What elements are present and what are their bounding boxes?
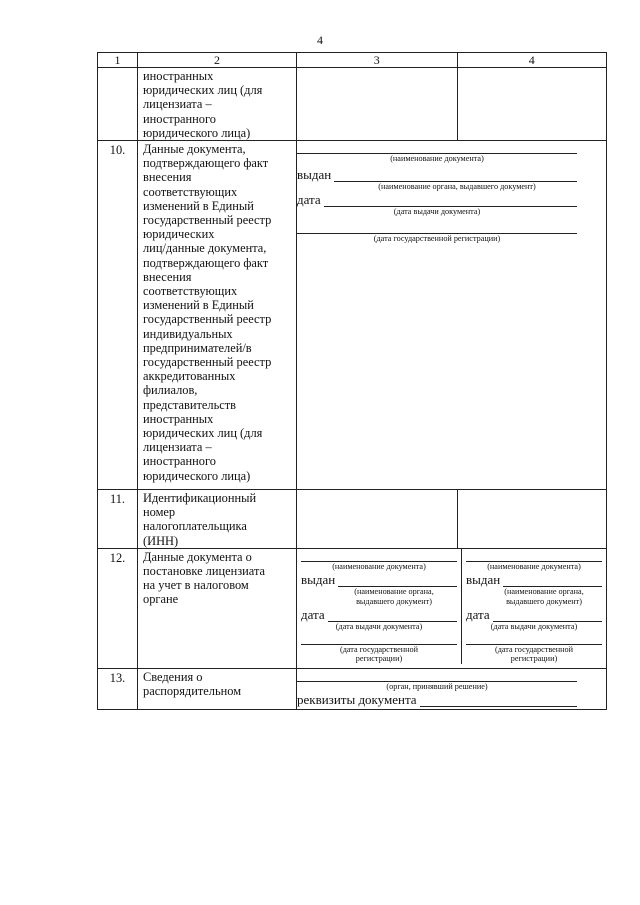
row-number: 12.: [98, 548, 138, 668]
tax-doc-block-right: [462, 549, 606, 664]
reg-date-caption: (дата государственной регистрации): [494, 644, 574, 664]
issue-date-caption: (дата выдачи документа): [490, 622, 578, 632]
row-label-text: Сведения о распорядительном: [143, 669, 242, 699]
date-line: [493, 610, 602, 622]
doc-name-line: [301, 549, 457, 562]
row-number: 13.: [98, 668, 138, 709]
date-word: дата: [466, 607, 490, 623]
row-label-text: Идентификационный номер налогоплательщика (ИНН): [143, 491, 257, 548]
value-cell-merged: [297, 141, 607, 490]
reg-date-line: [297, 221, 577, 234]
page-number: 4: [317, 33, 323, 47]
license-data-table: [97, 52, 607, 710]
issue-date-caption: (дата выдачи документа): [393, 207, 481, 217]
date-line: [324, 195, 577, 207]
table-row-10: [98, 141, 607, 490]
issuer-caption: (наименование органа, выдавшего документ): [504, 587, 584, 606]
header-row: [98, 53, 607, 68]
value-cell-4: [457, 68, 606, 141]
reg-date-caption: (дата государственной регистрации): [339, 644, 419, 664]
doc-name-caption: (наименование документа): [487, 561, 581, 571]
requisites-line: [420, 695, 577, 707]
date-field: [466, 608, 602, 622]
tax-doc-block-left: [297, 549, 462, 664]
row-label-text: Данные документа, подтверждающего факт внесения соответствующих изменений в Единый государственный реестр юридических лиц/данные документа, подтверждающего факт внесения соответствующих изменений в Единый государственный реестр индивидуальных предпринимателей/в государственный реестр аккредитованных филиалов, представительств иностранных юридических лиц (для лицензиата – иностранного юридического лица): [143, 142, 272, 483]
issued-word: выдан: [297, 166, 332, 182]
row-label: [138, 141, 297, 490]
issued-word: выдан: [301, 572, 336, 588]
issued-word: выдан: [466, 572, 501, 588]
issued-line: [338, 575, 457, 587]
reg-date-caption: (дата государственной регистрации): [373, 233, 501, 243]
row-label: [138, 68, 297, 141]
header-col-2: 2: [138, 53, 297, 68]
requisites-field: [297, 693, 577, 707]
header-col-4: 4: [457, 53, 606, 68]
row-label: [138, 548, 297, 668]
header-col-3: 3: [297, 53, 458, 68]
value-cell-3: [297, 68, 458, 141]
value-cell-merged: [297, 668, 607, 709]
issue-date-caption: (дата выдачи документа): [335, 622, 423, 632]
decision-body-caption: (орган, принявший решение): [386, 681, 488, 691]
reg-date-line: [466, 632, 602, 645]
row-number: [98, 68, 138, 141]
table-row-continued: [98, 68, 607, 141]
table-row-13: [98, 668, 607, 709]
row-number: 10.: [98, 141, 138, 490]
issued-field: [301, 573, 457, 587]
issuer-caption: (наименование органа, выдавшего документ): [354, 587, 434, 606]
issued-field: [297, 168, 577, 182]
decision-body-line: [297, 669, 577, 682]
date-word: дата: [297, 192, 321, 208]
issuer-caption: (наименование органа, выдавшего документ): [378, 181, 536, 191]
doc-name-line: [466, 549, 602, 562]
doc-name-line: [297, 141, 577, 154]
doc-name-caption: (наименование документа): [390, 154, 484, 164]
date-field: [301, 608, 457, 622]
row-label: [138, 490, 297, 549]
table-row-11: [98, 490, 607, 549]
table-row-12: [98, 548, 607, 668]
date-word: дата: [301, 607, 325, 623]
issued-field: [466, 573, 602, 587]
requisites-word: реквизиты документа: [297, 692, 417, 708]
row-number: 11.: [98, 490, 138, 549]
row-label-text: Данные документа о постановке лицензиата на учет в налоговом органе: [143, 549, 266, 607]
row-label: [138, 668, 297, 709]
header-col-1: 1: [98, 53, 138, 68]
date-field: [297, 193, 577, 207]
issued-line: [334, 170, 577, 182]
doc-name-caption: (наименование документа): [332, 561, 426, 571]
value-cell-4: [457, 490, 606, 549]
value-cell-split: [297, 548, 607, 668]
issued-line: [503, 575, 602, 587]
value-cell-3: [297, 490, 458, 549]
date-line: [328, 610, 457, 622]
reg-date-line: [301, 632, 457, 645]
row-label-text: иностранных юридических лиц (для лицензиата – иностранного юридического лица): [143, 69, 263, 140]
